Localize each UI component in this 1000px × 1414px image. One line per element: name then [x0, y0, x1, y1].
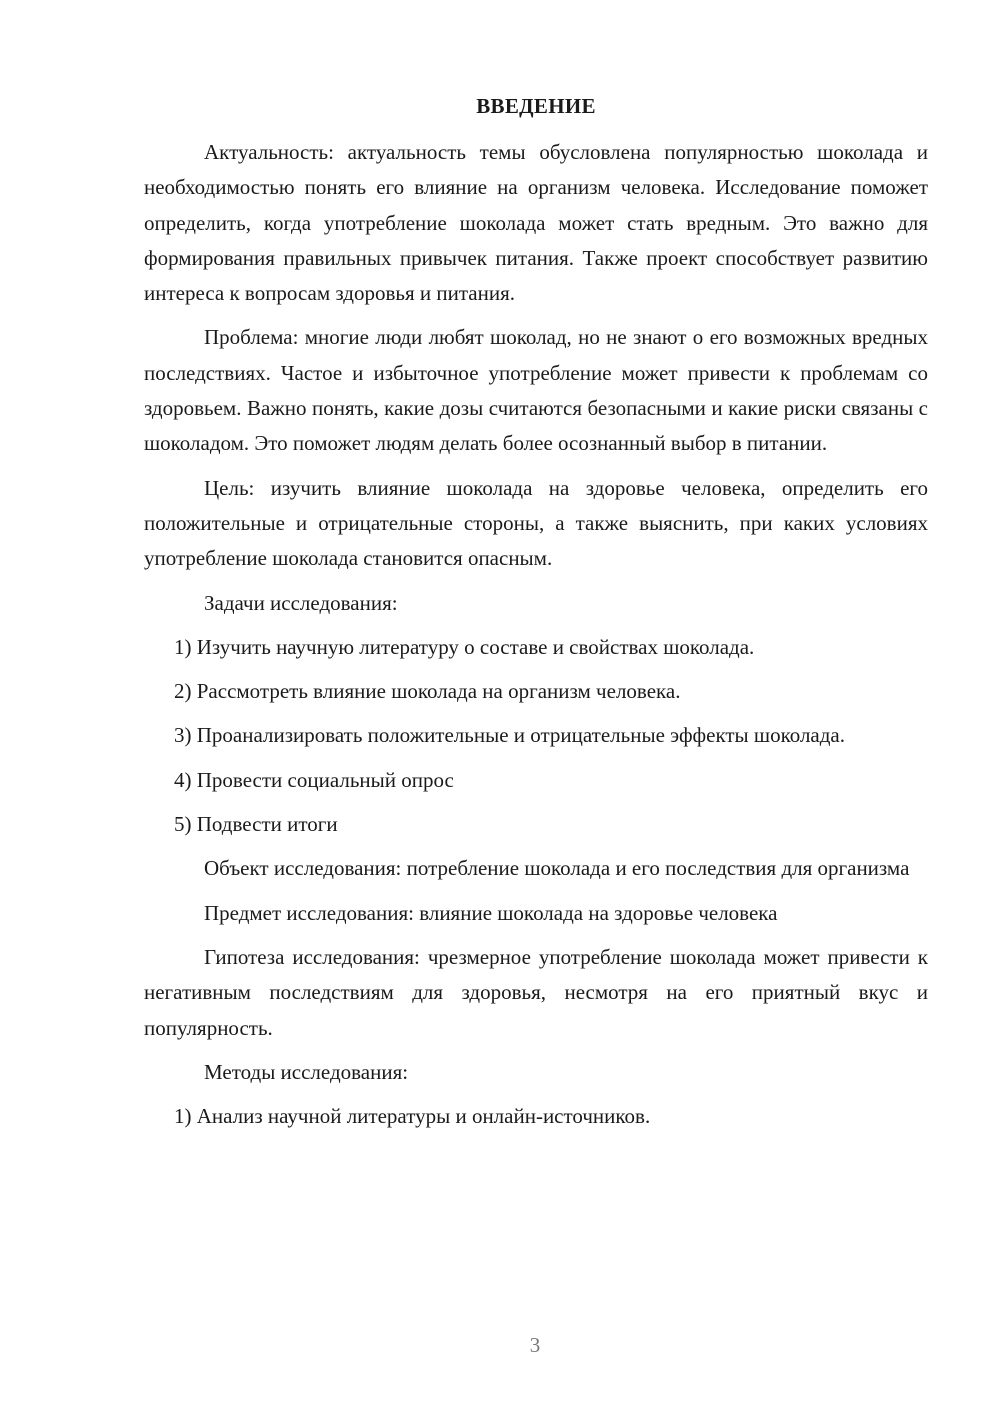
task-item-1: 1) Изучить научную литературу о составе и свойствах шоколада. [174, 634, 755, 659]
method-item-1: 1) Анализ научной литературы и онлайн-источников. [174, 1104, 651, 1129]
object-paragraph: Объект исследования: потребление шоколада и его последствия для организма [204, 856, 910, 881]
task-item-4: 4) Провести социальный опрос [174, 767, 454, 792]
goal-paragraph: Цель: изучить влияние шоколада на здоровье человека, определить его положительные и отрицательные стороны, а также выяснить, при каких условиях употребление шоколада становится опасным. [144, 475, 928, 571]
task-item-2: 2) Рассмотреть влияние шоколада на организм человека. [174, 679, 681, 704]
section-heading: ВВЕДЕНИЕ [476, 94, 596, 118]
methods-heading: Методы исследования: [204, 1059, 409, 1084]
tasks-heading: Задачи исследования: [204, 590, 398, 615]
subject-paragraph: Предмет исследования: влияние шоколада на здоровье человека [204, 900, 778, 925]
hypothesis-paragraph: Гипотеза исследования: чрезмерное употребление шоколада может привести к негативным последствиям для здоровья, несмотря на его приятный вкус и популярность. [144, 944, 928, 1040]
task-item-5: 5) Подвести итоги [174, 812, 338, 837]
problem-paragraph: Проблема: многие люди любят шоколад, но не знают о его возможных вредных последствиях. Частое и избыточное употребление может привести к проблемам со здоровьем. Важно понять, какие дозы считаются безопасными и какие риски связаны с шоколадом. Это поможет людям делать более осознанный выбор в питании. [144, 325, 928, 456]
document-page [144, 94, 928, 1143]
page-number: 3 [529, 1333, 541, 1357]
task-item-3: 3) Проанализировать положительные и отрицательные эффекты шоколада. [174, 723, 846, 748]
relevance-paragraph: Актуальность: актуальность темы обусловлена популярностью шоколада и необходимостью понять его влияние на организм человека. Исследование поможет определить, когда употребление шоколада может стать вредным. Это важно для формирования правильных привычек питания. Также проект способствует развитию интереса к вопросам здоровья и питания. [144, 140, 928, 306]
